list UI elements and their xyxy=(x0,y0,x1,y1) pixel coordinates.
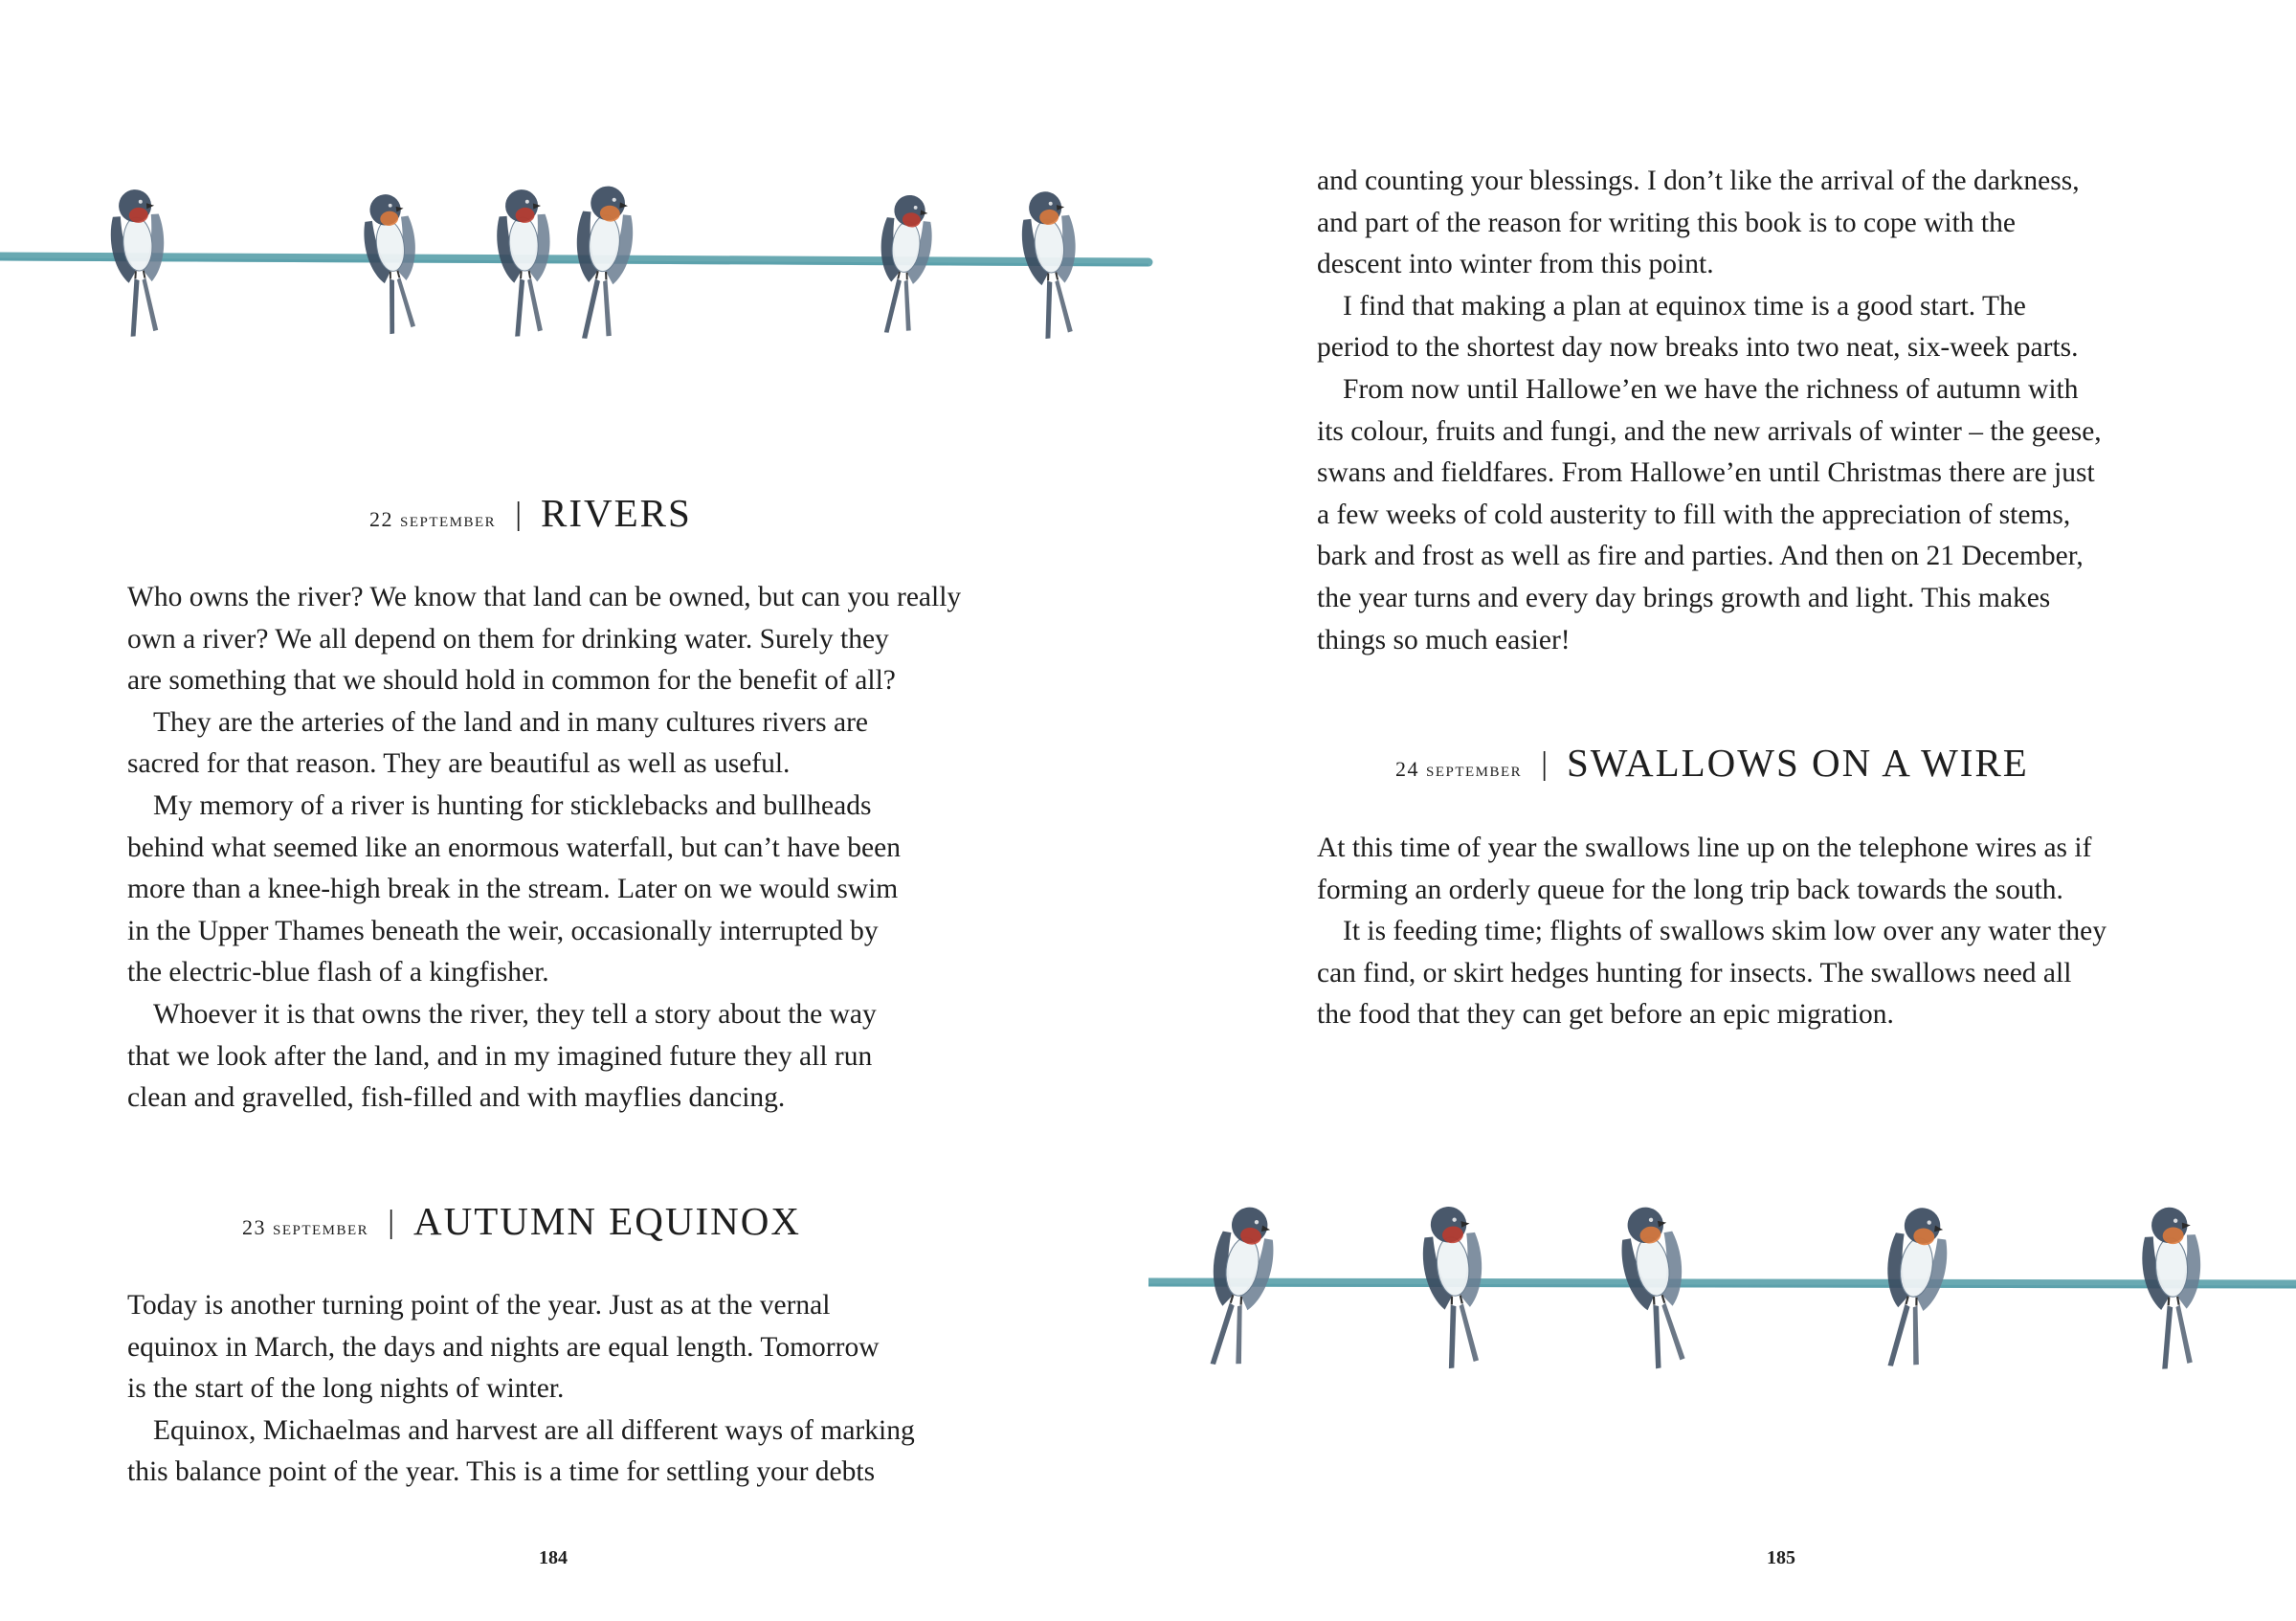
text-line: They are the arteries of the land and in many cultures rivers are xyxy=(153,706,869,738)
text-line: clean and gravelled, fish-filled and with mayflies dancing. xyxy=(127,1082,786,1114)
text-line: period to the shortest day now breaks into two neat, six-week parts. xyxy=(1317,332,2079,364)
heading-divider: | xyxy=(388,1205,394,1240)
heading-divider: | xyxy=(1541,746,1548,782)
text-line: descent into winter from this point. xyxy=(1317,249,1714,280)
text-line: From now until Hallowe’en we have the richness of autumn with xyxy=(1343,373,2079,405)
entry-date: 23 september xyxy=(242,1215,369,1239)
text-line: things so much easier! xyxy=(1317,624,1571,655)
text-line: behind what seemed like an enormous waterfall, but can’t have been xyxy=(127,832,901,863)
text-line: Today is another turning point of the year. Just as at the vernal xyxy=(127,1290,831,1321)
text-line: own a river? We all depend on them for drinking water. Surely they xyxy=(127,623,889,655)
text-line: a few weeks of cold austerity to fill with the appreciation of stems, xyxy=(1317,499,2071,530)
text-line: the electric-blue flash of a kingfisher. xyxy=(127,957,549,988)
wire-wash xyxy=(1148,1285,2296,1287)
entry-body-continuation xyxy=(1317,161,2102,661)
swallow xyxy=(358,191,427,336)
text-line: forming an orderly queue for the long trip back towards the south. xyxy=(1317,874,2063,905)
text-line: in the Upper Thames beneath the weir, occasionally interrupted by xyxy=(127,915,879,946)
swallows-on-wire-illustration-top xyxy=(0,134,1158,364)
text-line: I find that making a plan at equinox time is a good start. The xyxy=(1343,290,2026,322)
right-page xyxy=(1148,0,2296,1621)
swallow xyxy=(1196,1203,1282,1371)
page-number: 184 xyxy=(539,1547,568,1568)
text-line: swans and fieldfares. From Hallowe’en until Christmas there are just xyxy=(1317,457,2095,489)
text-line: Whoever it is that owns the river, they tell a story about the way xyxy=(153,998,877,1030)
swallow xyxy=(495,189,555,338)
swallow xyxy=(107,188,170,337)
entry-heading-rivers xyxy=(369,490,692,536)
entry-heading-swallows-on-a-wire xyxy=(1395,740,2029,786)
text-line: bark and frost as well as fire and parties. And then on 21 December, xyxy=(1317,541,2084,572)
entry-title: RIVERS xyxy=(541,491,692,535)
entry-title: SWALLOWS ON A WIRE xyxy=(1567,741,2029,785)
text-line: are something that we should hold in common for the benefit of all? xyxy=(127,665,896,697)
text-line: and counting your blessings. I don’t like the arrival of the darkness, xyxy=(1317,166,2080,196)
text-line: its colour, fruits and fungi, and the new arrivals of winter – the geese, xyxy=(1317,415,2102,447)
text-line: that we look after the land, and in my imagined future they all run xyxy=(127,1040,873,1072)
text-line: the food that they can get before an epic migration. xyxy=(1317,999,1894,1031)
heading-divider: | xyxy=(515,497,522,532)
text-line: At this time of year the swallows line up on the telephone wires as if xyxy=(1317,833,2092,863)
text-line: Equinox, Michaelmas and harvest are all different ways of marking xyxy=(153,1414,915,1446)
swallow xyxy=(2139,1206,2205,1369)
text-line: the year turns and every day brings growth and light. This makes xyxy=(1317,582,2051,613)
text-line: can find, or skirt hedges hunting for insects. The swallows need all xyxy=(1317,957,2072,988)
text-line: is the start of the long nights of winter. xyxy=(127,1373,565,1405)
text-line: Who owns the river? We know that land can be owned, but can you really xyxy=(127,582,962,612)
text-line: equinox in March, the days and nights are equal length. Tomorrow xyxy=(127,1331,880,1363)
entry-date: 22 september xyxy=(369,507,497,531)
text-line: My memory of a river is hunting for sticklebacks and bullheads xyxy=(153,789,872,821)
text-line: sacred for that reason. They are beautiful as well as useful. xyxy=(127,748,791,780)
entry-date: 24 september xyxy=(1395,757,1523,781)
text-line: and part of the reason for writing this book is to cope with the xyxy=(1317,207,2016,238)
text-line: this balance point of the year. This is a time for settling your debts xyxy=(127,1456,876,1488)
wire xyxy=(1148,1282,2296,1284)
text-line: more than a knee-high break in the stream. Later on we would swim xyxy=(127,874,899,905)
entry-body-rivers xyxy=(127,577,961,1120)
entry-body-autumn-equinox xyxy=(127,1285,915,1494)
page-number: 185 xyxy=(1767,1547,1795,1568)
entry-body-swallows-on-a-wire xyxy=(1317,828,2107,1036)
swallows-on-wire-illustration-bottom xyxy=(1148,1158,2296,1445)
entry-title: AUTUMN EQUINOX xyxy=(413,1199,801,1243)
entry-heading-autumn-equinox xyxy=(242,1198,801,1244)
text-line: It is feeding time; flights of swallows skim low over any water they xyxy=(1343,916,2107,947)
